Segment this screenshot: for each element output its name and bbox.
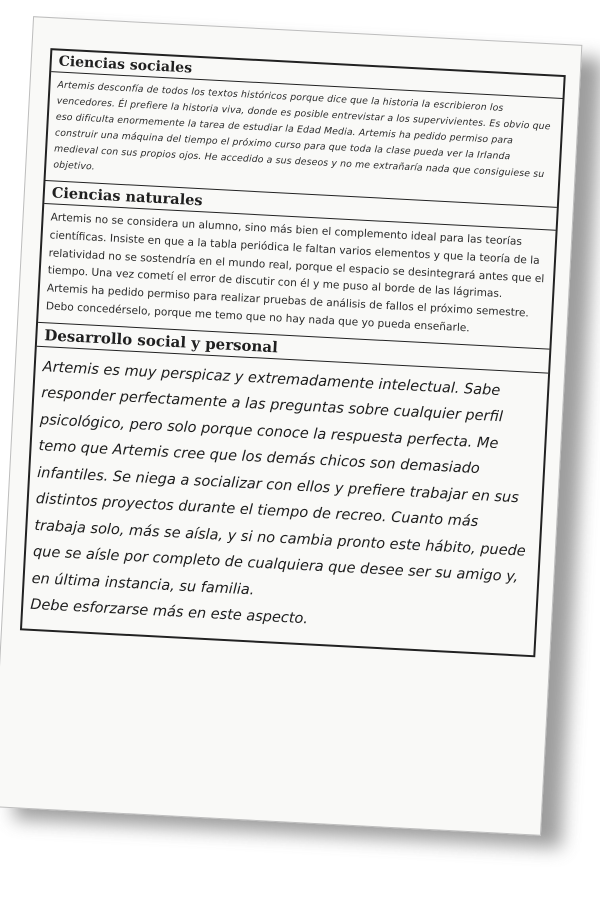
section-title: Ciencias naturales <box>44 181 557 231</box>
section-desarrollo-social <box>22 323 549 655</box>
section-comment: Artemis es muy perspicaz y extremadamente intelectual. Sabe responder perfectamente a las preguntas sobre cualquier perfil psicológico, pero solo porque conoce la respuesta perfecta. Me temo que Artemis cree que los demás chicos son demasiado infantiles. Se niega a socializar con ellos y prefiere trabajar en sus distintos proyectos durante el tiempo de recreo. Cuanto más trabaja solo, más se aísla, y si no cambia pronto este hábito, puede que se aísle por completo de cualquiera que desee ser su amigo y, en última instancia, su familia. <box>31 358 527 599</box>
section-comment: Artemis no se considera un alumno, sino más bien el complemento ideal para las teorías científicas. Insiste en que a la tabla periódica le faltan varios elementos y que la teoría de la relatividad no se sostendría en el mundo real, porque el espacio se desintegrará antes que el tiempo. Una vez cometí el error de discutir con él y me puso al borde de las lágrimas. Artemis ha pedido permiso para realizar pruebas de análisis de fallos el próximo semestre. Debo concedérselo, porque me temo que no hay nada que yo pueda enseñarle. <box>38 204 556 349</box>
section-title: Desarrollo social y personal <box>37 323 550 374</box>
section-closing-remark: Debe esforzarse más en este aspecto. <box>29 597 309 628</box>
section-ciencias-naturales <box>38 181 557 349</box>
section-comment-block <box>22 347 548 655</box>
section-title: Ciencias sociales <box>51 50 563 99</box>
section-comment: Artemis desconfía de todos los textos históricos porque dice que la historia la escribieron los vencedores. Él prefiere la historia viva, donde es posible entrevistar a los supervivientes. Es obvio que eso dificulta enormemente la tarea de estudiar la Edad Media. Artemis ha pedido permiso para construir una máquina del tiempo el próximo curso para que toda la clase pueda ver la Irlanda medieval con sus propios ojos. He accedido a sus deseos y no me extrañaría nada que consiguiese su objetivo. <box>45 72 562 208</box>
report-table <box>20 48 566 657</box>
report-card-sheet <box>0 16 582 836</box>
